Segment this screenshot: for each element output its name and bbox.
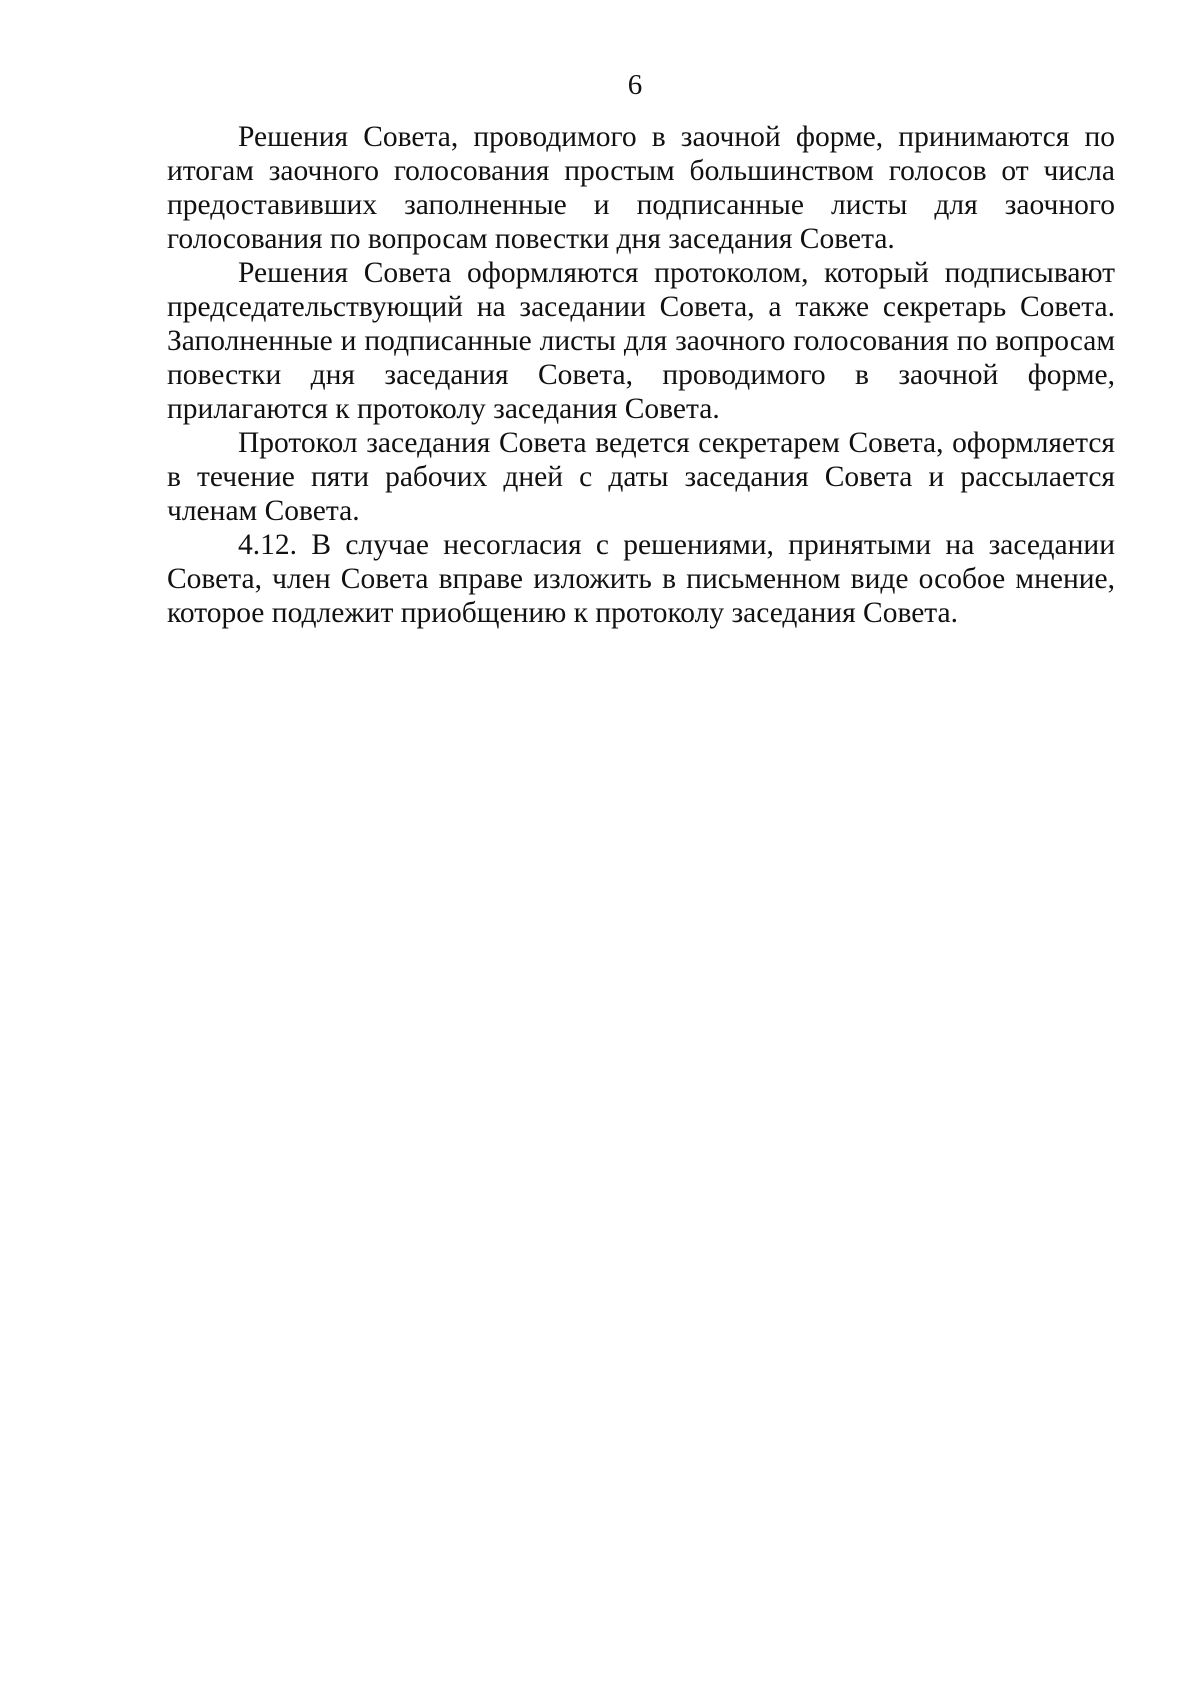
paragraph-remote-voting-decisions: Решения Совета, проводимого в заочной форме, принимаются по итогам заочного голосования простым большинством голосов от числа предоставивших заполненные и подписанные листы для заочного голосования по вопросам повестки дня заседания Совета. — [167, 121, 1115, 255]
paragraph-protocol-distribution: Протокол заседания Совета ведется секретарем Совета, оформляется в течение пяти рабочих дней с даты заседания Совета и рассылается членам Совета. — [167, 427, 1115, 527]
document-body — [167, 120, 1115, 630]
page-number: 6 — [627, 69, 643, 101]
paragraph-protocol-signing: Решения Совета оформляются протоколом, который подписывают председательствующий на заседании Совета, а также секретарь Совета. Заполненные и подписанные листы для заочного голосования по вопросам повестки дня заседания Совета, проводимого в заочной форме, прилагаются к протоколу заседания Совета. — [167, 257, 1115, 425]
paragraph-dissenting-opinion: 4.12. В случае несогласия с решениями, принятыми на заседании Совета, член Совета вправе изложить в письменном виде особое мнение, которое подлежит приобщению к протоколу заседания Совета. — [167, 529, 1115, 629]
